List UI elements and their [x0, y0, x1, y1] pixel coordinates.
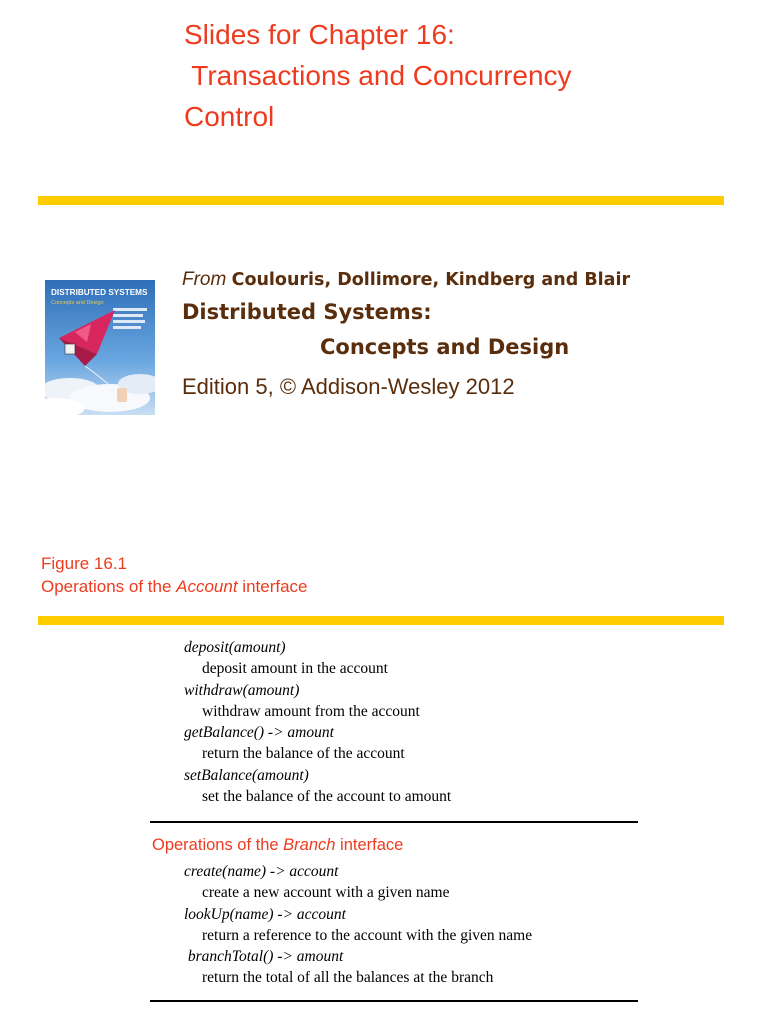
slide-title-line-2: Transactions and Concurrency — [184, 60, 572, 91]
figure-caption — [41, 577, 308, 597]
yellow-divider-bar — [38, 196, 724, 205]
book-cover-illustration — [45, 280, 155, 415]
branch-caption — [152, 836, 403, 855]
operation-signature: getBalance() -> amount — [184, 724, 334, 742]
branch-caption-suffix: interface — [335, 836, 404, 854]
branch-caption-prefix: Operations of the — [152, 836, 284, 854]
edition-line: Edition 5, © Addison-Wesley 2012 — [182, 374, 515, 399]
operation-signature: deposit(amount) — [184, 639, 286, 656]
from-label: From — [182, 269, 227, 290]
operation-description: return the total of all the balances at the branch — [202, 969, 494, 987]
operation-signature: branchTotal() -> amount — [184, 948, 344, 966]
operation-description: return a reference to the account with the given name — [202, 926, 533, 944]
book-cover-image — [45, 280, 155, 415]
figure-number: Figure 16.1 — [41, 554, 127, 573]
operation-description: set the balance of the account to amount — [202, 788, 452, 806]
operation-description: create a new account with a given name — [202, 884, 450, 902]
slide-title — [184, 14, 744, 137]
operation-description: return the balance of the account — [202, 745, 405, 763]
caption-suffix: interface — [237, 577, 308, 596]
operation-signature: setBalance(amount) — [184, 766, 309, 784]
cover-title: DISTRIBUTED SYSTEMS — [51, 288, 148, 297]
branch-operations-list — [184, 861, 644, 989]
caption-prefix: Operations of the — [41, 577, 177, 596]
branch-caption-emphasis: Branch — [283, 836, 336, 854]
horizontal-rule — [150, 821, 638, 823]
author-names: Coulouris, Dollimore, Kindberg and Blair — [231, 270, 631, 290]
book-title-line-1: Distributed Systems: — [182, 300, 432, 324]
slide-title-line-3: Control — [184, 101, 275, 132]
account-operations-list — [184, 637, 644, 807]
cover-subtitle: Concepts and Design — [51, 300, 104, 306]
book-title-line-2: Concepts and Design — [320, 335, 570, 359]
operation-description: withdraw amount from the account — [202, 702, 420, 720]
caption-emphasis: Account — [176, 577, 238, 596]
slide-title-line-1: Slides for Chapter 16: — [184, 19, 455, 50]
yellow-divider-bar — [38, 616, 724, 625]
operation-signature: create(name) -> account — [184, 863, 339, 880]
author-line — [182, 269, 630, 291]
operation-signature: withdraw(amount) — [184, 681, 300, 699]
horizontal-rule — [150, 1000, 638, 1002]
operation-signature: lookUp(name) -> account — [184, 905, 346, 923]
operation-description: deposit amount in the account — [202, 660, 388, 678]
